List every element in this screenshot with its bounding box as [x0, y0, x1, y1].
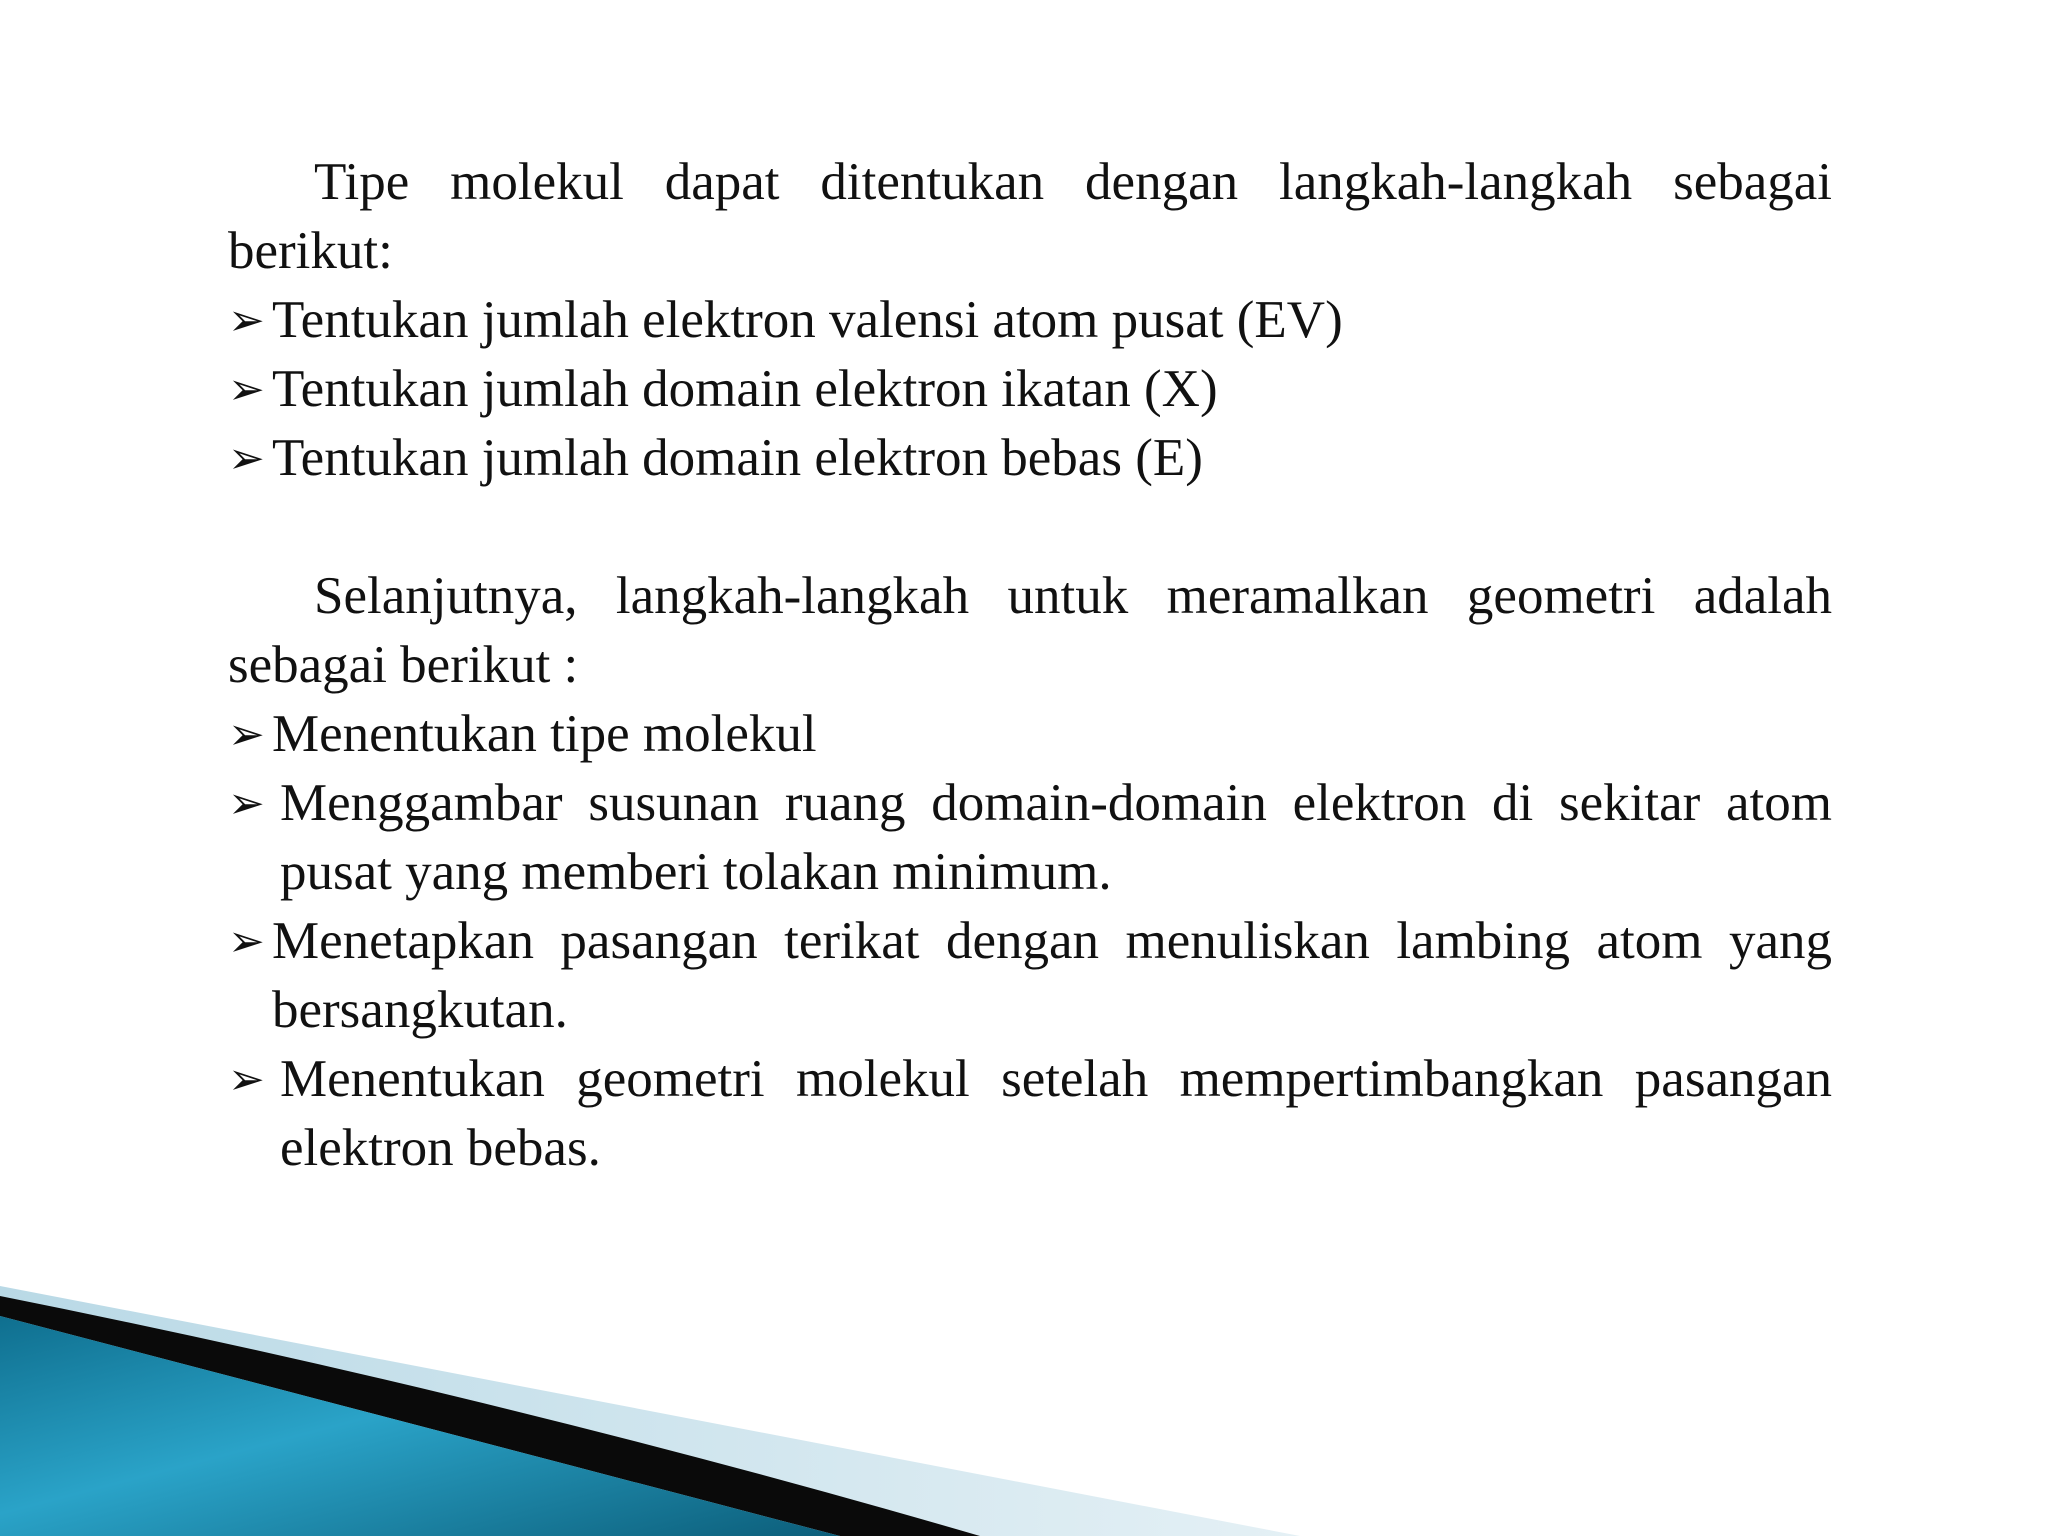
list2-item-text: Menetapkan pasangan terikat dengan menuliskan lambing atom yang bersangkutan.	[272, 912, 1832, 1039]
arrow-bullet-icon: ➢	[228, 295, 265, 346]
list2-item-2	[228, 769, 1832, 907]
list2-item-1	[228, 700, 1832, 769]
list2-item-text: Menentukan tipe molekul	[272, 705, 817, 763]
arrow-bullet-icon: ➢	[228, 709, 265, 760]
intro-paragraph-1: Tipe molekul dapat ditentukan dengan langkah-langkah sebagai berikut:	[228, 153, 1832, 280]
list1-item-1	[228, 286, 1832, 355]
list1-item-text: Tentukan jumlah domain elektron bebas (E)	[272, 429, 1203, 487]
arrow-bullet-icon: ➢	[228, 916, 265, 967]
arrow-bullet-icon: ➢	[228, 364, 265, 415]
list1-item-2	[228, 355, 1832, 424]
list1-item-3	[228, 424, 1832, 493]
list2-item-3	[228, 907, 1832, 1045]
list1-item-text: Tentukan jumlah domain elektron ikatan (X)	[272, 360, 1218, 418]
arrow-bullet-icon: ➢	[228, 433, 265, 484]
slide-body	[228, 148, 1832, 1183]
intro-paragraph-2: Selanjutnya, langkah-langkah untuk meramalkan geometri adalah sebagai berikut :	[228, 567, 1832, 694]
arrow-bullet-icon: ➢	[228, 1054, 265, 1105]
list2-item-text: Menentukan geometri molekul setelah mempertimbangkan pasangan elektron bebas.	[280, 1050, 1832, 1177]
paragraph-spacer	[228, 493, 1832, 562]
list2-item-text: Menggambar susunan ruang domain-domain elektron di sekitar atom pusat yang memberi tolakan minimum.	[280, 774, 1832, 901]
arrow-bullet-icon: ➢	[228, 778, 265, 829]
list2-item-4	[228, 1045, 1832, 1183]
corner-wave-decoration	[0, 1276, 2048, 1536]
list1-item-text: Tentukan jumlah elektron valensi atom pusat (EV)	[272, 291, 1343, 349]
